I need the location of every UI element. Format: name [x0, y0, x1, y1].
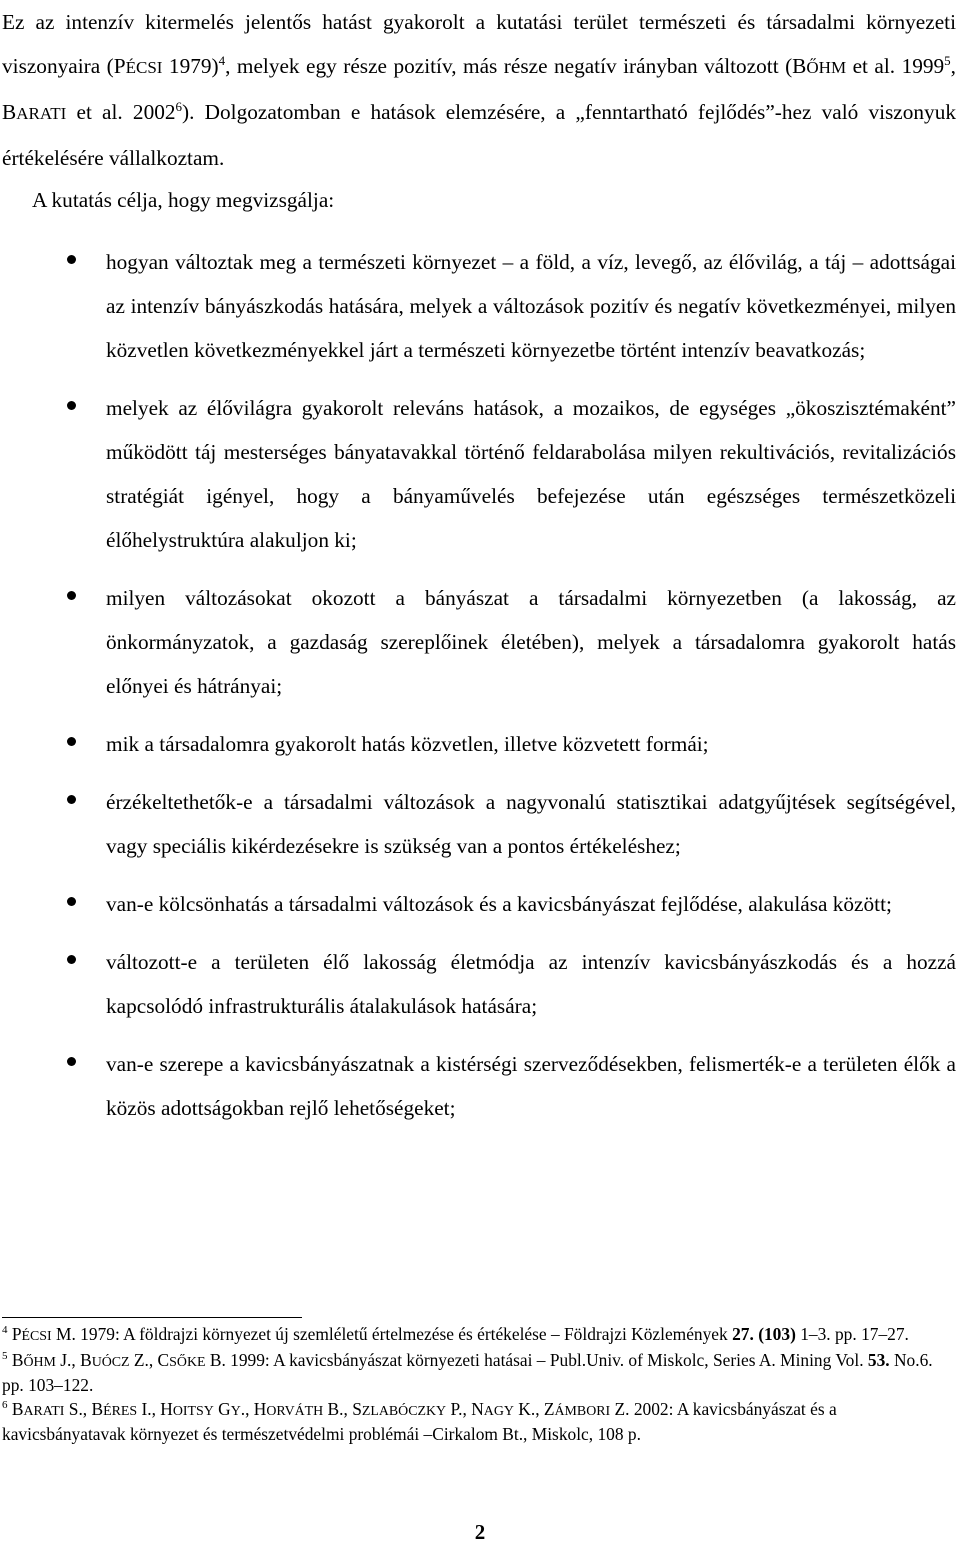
footnote-text: B [11, 1350, 24, 1370]
author-smallcaps: ÉCSI [125, 58, 163, 77]
author-smallcaps: AGY [483, 1404, 514, 1419]
footnote-ref[interactable]: 4 [218, 52, 226, 68]
intro-text-7: ). Dolgozatomban e hatások elemzésére, a „fenntartható fejlődés”-hez való viszonyuk értékelésére vállalkoztam. [2, 100, 956, 170]
intro-text-3: , melyek egy része pozitív, más része negatív irányban változott (B [225, 54, 807, 78]
footnote-ref[interactable]: 5 [944, 52, 951, 68]
footnote-text: ., H [240, 1399, 267, 1419]
list-item-text: van-e kölcsönhatás a társadalmi változások és a kavicsbányászat fejlődése, alakulása között; [106, 892, 892, 916]
footnote-text: P [11, 1324, 22, 1344]
list-item [0, 940, 960, 1028]
footnote-text: I., H [137, 1399, 173, 1419]
intro-paragraph [2, 0, 956, 180]
bullet-icon [67, 897, 76, 906]
author-smallcaps: ÁMBORI [554, 1404, 611, 1419]
list-item-text: van-e szerepe a kavicsbányászatnak a kistérségi szerveződésekben, felismerték-e a területen élők a közös adottságokban rejlő lehetőségeket; [106, 1052, 956, 1120]
footnote-text: B. 1999: A kavicsbányászat környezeti hatásai – Publ.Univ. of Miskolc, Series A. Mining Vol. [205, 1350, 868, 1370]
list-item [0, 722, 960, 766]
footnote-4 [2, 1323, 958, 1348]
author-smallcaps: Y [230, 1404, 241, 1419]
list-item-text: melyek az élővilágra gyakorolt releváns hatások, a mozaikos, de egységes „ökoszisztémaként” működött táj mesterséges bányatavakkal történő feldarabolása milyen rekultivációs, revitalizációs stratégiát igényel, hogy a bányaművelés befejezése után egészséges természetközeli élőhelystruktúra alakuljon ki; [106, 396, 956, 552]
author-smallcaps: ORVÁTH [266, 1404, 324, 1419]
author-smallcaps: ÉRES [103, 1404, 138, 1419]
bullet-icon [67, 737, 76, 746]
author-smallcaps: ŐHM [806, 58, 847, 77]
author-smallcaps: ŐHM [23, 1355, 56, 1370]
list-item [0, 780, 960, 868]
research-aim-heading: A kutatás célja, hogy megvizsgálja: [32, 188, 335, 212]
author-smallcaps: UÓCZ [91, 1355, 130, 1370]
list-item [0, 240, 960, 372]
list-item-text: érzékeltethetők-e a társadalmi változások a nagyvonalú statisztikai adatgyűjtések segítségével, vagy speciális kikérdezésekre is szükség van a pontos értékeléshez; [106, 790, 956, 858]
intro-text-2: 1979) [162, 54, 219, 78]
list-item [0, 576, 960, 708]
footnote-5 [2, 1349, 958, 1397]
footnote-text: Z. 2002: A kavicsbányászat és a kavicsbányatavak környezet és természetvédelmi problémái –Cirkalom Bt., Miskolc, 108 p. [2, 1399, 837, 1444]
intro-text-6: et al. 2002 [66, 100, 176, 124]
footnote-number: 4 [2, 1324, 8, 1337]
footnote-number: 6 [2, 1399, 8, 1412]
bullet-icon [67, 591, 76, 600]
research-questions-list [0, 240, 960, 1144]
intro-text-5: , B [2, 54, 956, 124]
footnote-text: 1–3. pp. 17–27. [795, 1324, 909, 1344]
footnote-text: P., N [446, 1399, 484, 1419]
footnote-number: 5 [2, 1350, 8, 1363]
footnote-text: J., B [55, 1350, 92, 1370]
list-item-text: mik a társadalomra gyakorolt hatás közvetlen, illetve közvetett formái; [106, 732, 709, 756]
footnote-ref[interactable]: 6 [175, 98, 183, 114]
footnote-text: K., Z [513, 1399, 555, 1419]
bullet-icon [67, 401, 76, 410]
page-number: 2 [474, 1520, 486, 1544]
author-smallcaps: ARATI [16, 104, 67, 123]
intro-text-1: Ez az intenzív kitermelés jelentős hatást gyakorolt a kutatási terület természeti és társadalmi környezeti viszonyaira (P [2, 10, 956, 78]
author-smallcaps: SŐKE [169, 1355, 206, 1370]
issue-number: (103) [758, 1324, 796, 1344]
list-item-text: változott-e a területen élő lakosság életmódja az intenzív kavicsbányászkodás és a hozzá kapcsolódó infrastrukturális átalakulások hatására; [106, 950, 956, 1018]
list-item [0, 882, 960, 926]
list-item [0, 386, 960, 562]
footnote-separator [2, 1317, 302, 1318]
author-smallcaps: ZLABÓCZKY [361, 1404, 447, 1419]
list-item-text: milyen változásokat okozott a bányászat a társadalmi környezetben (a lakosság, az önkormányzatok, a gazdaság szereplőinek életében), melyek a társadalomra gyakorolt hatás előnyei és hátrányai; [106, 586, 956, 698]
footnote-text: S., B [64, 1399, 104, 1419]
footnote-text: No.6. pp. 103–122. [2, 1350, 933, 1395]
volume-number: 53. [867, 1350, 890, 1370]
intro-text-4: et al. 1999 [846, 54, 945, 78]
bullet-icon [67, 795, 76, 804]
bullet-icon [67, 255, 76, 264]
list-item [0, 1042, 960, 1130]
footnote-text: G [213, 1399, 231, 1419]
footnote-text: B [11, 1399, 24, 1419]
bullet-icon [67, 1057, 76, 1066]
list-item-text: hogyan változtak meg a természeti környezet – a föld, a víz, levegő, az élővilág, a táj – adottságai az intenzív bányászkodás hatására, melyek a változások pozitív és negatív következményei, milyen közvetlen következményekkel járt a természeti környezetbe történt intenzív beavatkozás; [106, 250, 956, 362]
footnote-text: M. 1979: A földrajzi környezet új szemléletű értelmezése és értékelése – Földrajzi Közlemények [51, 1324, 733, 1344]
footnote-6 [2, 1398, 958, 1446]
footnotes [2, 1323, 958, 1447]
bullet-icon [67, 955, 76, 964]
footnote-text: B., S [323, 1399, 362, 1419]
author-smallcaps: OITSY [172, 1404, 214, 1419]
volume-number: 27. [732, 1324, 754, 1344]
author-smallcaps: ARATI [23, 1404, 65, 1419]
footnote-text: Z., C [129, 1350, 170, 1370]
author-smallcaps: ÉCSI [21, 1329, 52, 1344]
